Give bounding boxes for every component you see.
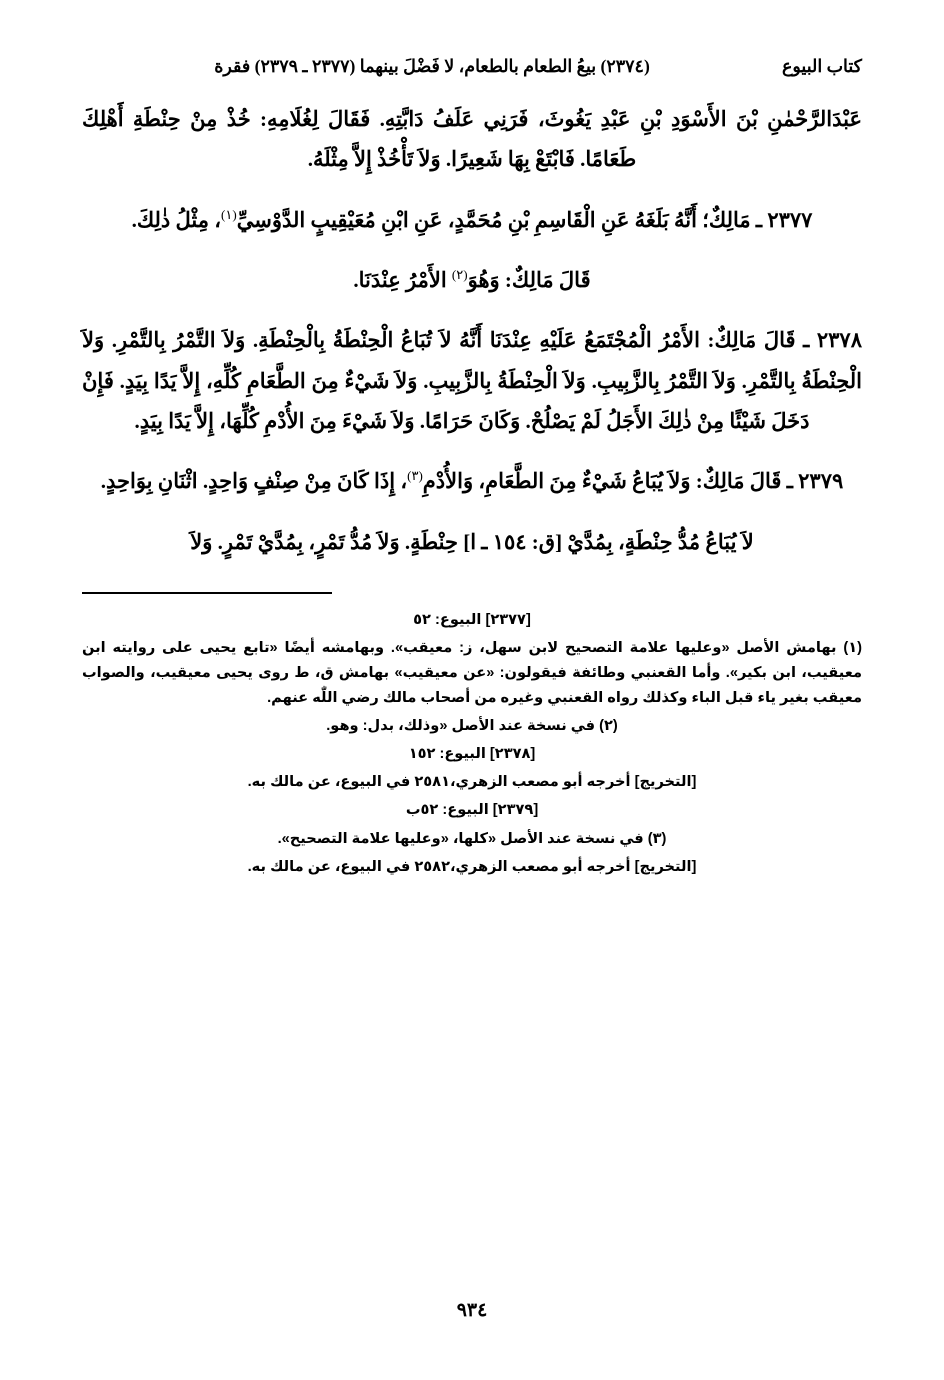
footnote-ref-3: (٣) bbox=[407, 468, 423, 484]
footnote-ref-1: (١) bbox=[221, 206, 237, 222]
footnote-item: [٢٣٧٩] البيوع: ٥٢ب bbox=[405, 802, 539, 819]
footnote-separator-wrap bbox=[82, 578, 862, 602]
paragraph-2378: ٢٣٧٨ ـ قَالَ مَالِكٌ: الأَمْرُ الْمُجْتَمَعُ عَلَيْهِ عِنْدَنَا أَنَّهُ لاَ تُبَاعُ الْحِنْطَةُ بِالْحِنْطَةِ. وَلاَ التَّمْرُ بِالتَّمْرِ. وَلاَ الْحِنْطَةُ بِالتَّمْرِ. وَلاَ التَّمْرُ بِالزَّبِيبِ. وَلاَ الْحِنْطَةُ بِالزَّبِيبِ. وَلاَ شَيْءٌ مِنَ الطَّعَامِ كُلِّهِ، إِلاَّ يَدًا بِيَدٍ. فَإِنْ دَخَلَ شَيْئًا مِنْ ذٰلِكَ الأَجَلُ لَمْ يَصْلُحْ. وَكَانَ حَرَامًا. وَلاَ شَيْءَ مِنَ الأُدْمِ كُلِّهَا، إِلاَّ يَدًا بِيَدٍ. bbox=[82, 328, 862, 433]
paragraph-2377-text-after: ، مِثْلُ ذٰلِكَ. bbox=[131, 207, 222, 232]
footnote-item: [٢٣٧٧] البيوع: ٥٢ bbox=[413, 611, 531, 628]
paragraph-continuation: عَبْدَالرَّحْمٰنِ بْنَ الأَسْوَدِ بْنِ عَبْدِ يَغُوثَ، فَرَنِي عَلَفُ دَابَّتِهِ. فَقَالَ لِغُلَامِهِ: خُذْ مِنْ حِنْطَةِ أَهْلِكَ طَعَامًا. فَابْتَعْ بِهَا شَعِيرًا. وَلاَ تَأْخُذْ إِلاَّ مِثْلَهُ. bbox=[82, 107, 862, 172]
footnote-item: [التخريج] أخرجه أبو مصعب الزهري،٢٥٨١ في البيوع، عن مالك به. bbox=[247, 774, 697, 791]
paragraph-la-yuba: لاَ يُبَاعُ مُدُّ حِنْطَةٍ، بِمُدَّيْ [ق: ١٥٤ ـ ا] حِنْطَةٍ. وَلاَ مُدُّ تَمْرٍ، بِمُدَّيْ تَمْرٍ. وَلاَ bbox=[190, 529, 754, 554]
footnote-item: (٢) في نسخة عند الأصل «وذلك، بدل: وهو. bbox=[326, 718, 618, 735]
paragraph-qala-text-after: الأَمْرُ عِنْدَنَا. bbox=[353, 267, 452, 292]
paragraph-2379 bbox=[82, 461, 862, 501]
footnote-item: [التخريج] أخرجه أبو مصعب الزهري،٢٥٨٢ في البيوع، عن مالك به. bbox=[247, 858, 697, 875]
footnote-ref-2: (٢) bbox=[451, 266, 468, 282]
paragraph-2379-text-after: ، إِذَا كَانَ مِنْ صِنْفٍ وَاحِدٍ. اثْنَانِ بِوَاحِدٍ. bbox=[100, 469, 408, 494]
page-body bbox=[82, 99, 862, 562]
paragraph-2379-text: ٢٣٧٩ ـ قَالَ مَالِكٌ: وَلاَ يُبَاعُ شَيْءٌ مِنَ الطَّعَامِ، وَالأُدْمِ bbox=[422, 469, 844, 494]
page-number: ٩٣٤ bbox=[456, 1300, 488, 1321]
header-book-title: كتاب البيوع bbox=[781, 56, 862, 76]
footnote-item: [٢٣٧٨] البيوع: ١٥٢ bbox=[408, 746, 536, 763]
paragraph-qala-malik bbox=[82, 260, 862, 300]
paragraph-2377-text: ٢٣٧٧ ـ مَالِكٌ؛ أَنَّهُ بَلَغَهُ عَنِ الْقَاسِمِ بْنِ مُحَمَّدٍ، عَنِ ابْنِ مُعَيْقِيبٍ الدَّوْسِيِّ bbox=[236, 207, 813, 232]
footnote-item: (١) بهامش الأصل «وعليها علامة التصحيح لابن سهل، ز: معيقب». وبهامشه أيضًا «تابع يحيى على روايته ابن معيقيب، ابن بكير». وأما القعنبي وطائفة فيقولون: «عن معيقيب» بهامش ق، ط روى يحيى معيقيب، والصواب معيقب بغير ياء قبل الباء وكذلك رواه القعنبي وغيره من أصحاب مالك رضي اللّٰه عنهم. bbox=[82, 639, 862, 707]
page-header bbox=[82, 56, 862, 77]
footnotes-section bbox=[82, 608, 862, 880]
header-chapter-title: (٢٣٧٤) بيعُ الطعام بالطعام، لا فَضْلَ بينهما (٢٣٧٧ ـ ٢٣٧٩) فقرة bbox=[214, 56, 650, 76]
footnote-separator bbox=[82, 592, 332, 594]
paragraph-qala-text: قَالَ مَالِكٌ: وَهُوَ bbox=[467, 267, 591, 292]
paragraph-2377 bbox=[82, 200, 862, 240]
footnote-item: (٣) في نسخة عند الأصل «كلها، «وعليها علامة التصحيح». bbox=[277, 830, 667, 847]
